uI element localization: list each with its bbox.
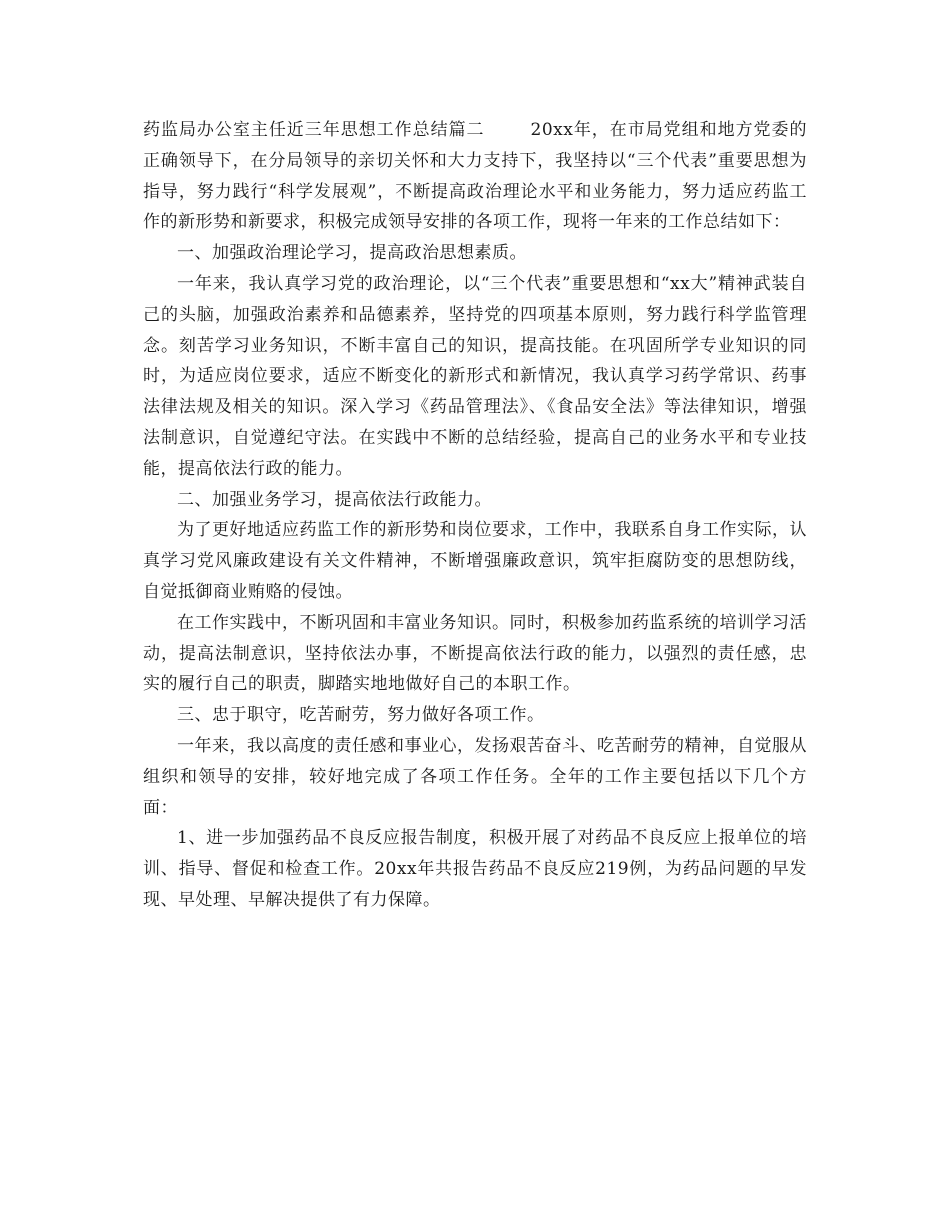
body-paragraph: 在工作实践中，不断巩固和丰富业务知识。同时，积极参加药监系统的培训学习活动，提高法制意识，坚持依法办事，不断提高依法行政的能力，以强烈的责任感，忠实的履行自己的职责，脚踏实地地做好自己的本职工作。 [143,612,807,695]
document-body [143,115,807,916]
body-paragraph: 一年来，我以高度的责任感和事业心，发扬艰苦奋斗、吃苦耐劳的精神，自觉服从组织和领导的安排，较好地完成了各项工作任务。全年的工作主要包括以下几个方面： [143,735,807,818]
opening-paragraph [143,115,807,238]
intro-text: 20xx年，在市局党组和地方党委的正确领导下，在分局领导的亲切关怀和大力支持下，我坚持以“三个代表”重要思想为指导，努力践行“科学发展观”，不断提高政治理论水平和业务能力，努力适应药监工作的新形势和新要求，积极完成领导安排的各项工作，现将一年来的工作总结如下： [143,120,808,233]
body-paragraph: 一年来，我认真学习党的政治理论，以“三个代表”重要思想和“xx大”精神武装自己的头脑，加强政治素养和品德素养，坚持党的四项基本原则，努力践行科学监管理念。刻苦学习业务知识，不断丰富自己的知识，提高技能。在巩固所学专业知识的同时，为适应岗位要求，适应不断变化的新形式和新情况，我认真学习药学常识、药事法律法规及相关的知识。深入学习《药品管理法》、《食品安全法》等法律知识，增强法制意识，自觉遵纪守法。在实践中不断的总结经验，提高自己的业务水平和专业技能，提高依法行政的能力。 [143,273,807,479]
list-item: 1、进一步加强药品不良反应报告制度，积极开展了对药品不良反应上报单位的培训、指导、督促和检查工作。20xx年共报告药品不良反应219例，为药品问题的早发现、早处理、早解决提供了有力保障。 [143,828,807,910]
section-heading-1: 一、加强政治理论学习，提高政治思想素质。 [177,243,527,264]
document-title: 药监局办公室主任近三年思想工作总结篇二 [143,120,485,140]
section-heading-3: 三、忠于职守，吃苦耐劳，努力做好各项工作。 [177,705,545,726]
section-heading-2: 二、加强业务学习，提高依法行政能力。 [177,489,492,510]
body-paragraph: 为了更好地适应药监工作的新形势和岗位要求，工作中，我联系自身工作实际，认真学习党风廉政建设有关文件精神，不断增强廉政意识，筑牢拒腐防变的思想防线，自觉抵御商业贿赂的侵蚀。 [143,520,807,602]
